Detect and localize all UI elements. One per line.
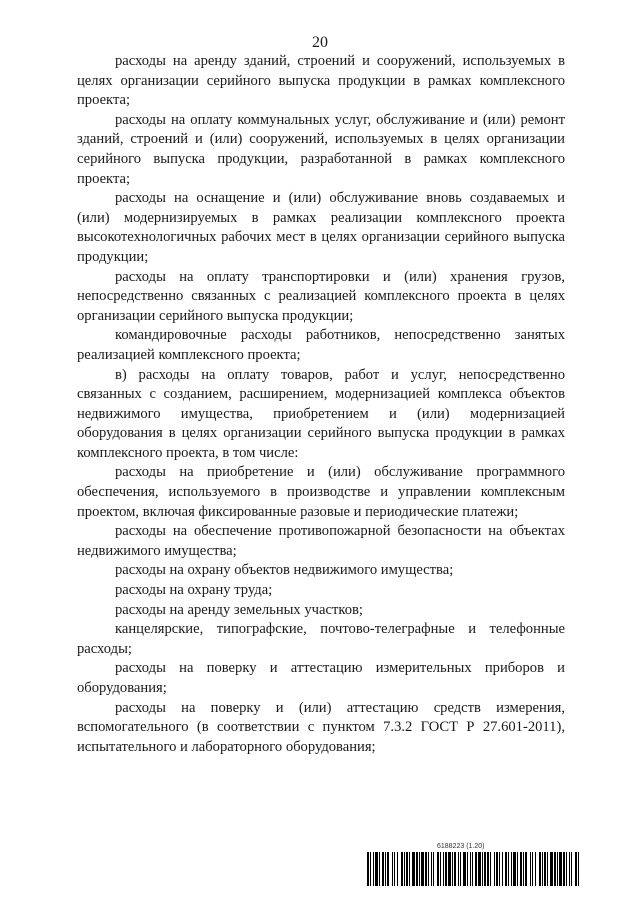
- paragraph: расходы на обеспечение противопожарной безопасности на объектах недвижимого имущества;: [77, 523, 565, 559]
- barcode-caption: 6188223 (1.20): [437, 843, 485, 850]
- paragraph: расходы на оснащение и (или) обслуживание вновь создаваемых и (или) модернизируемых в рамках реализации комплексного проекта высокотехнологичных рабочих мест в целях организации серийного выпуска продукции;: [77, 190, 565, 265]
- paragraph: в) расходы на оплату товаров, работ и услуг, непосредственно связанных с созданием, расширением, модернизацией комплекса объектов недвижимого имущества, приобретением и (или) модернизацией оборудования в целях организации серийного выпуска продукции в рамках комплексного проекта, в том числе:: [77, 366, 565, 461]
- document-body: [77, 52, 565, 757]
- paragraph: расходы на оплату коммунальных услуг, обслуживание и (или) ремонт зданий, строений и (или) сооружений, используемых в целях организации серийного выпуска продукции, разработанной в рамках комплексного проекта;: [77, 111, 565, 187]
- paragraph: расходы на оплату транспортировки и (или) хранения грузов, непосредственно связанных с реализацией комплексного проекта в целях организации серийного выпуска продукции;: [77, 268, 565, 324]
- paragraph: расходы на приобретение и (или) обслуживание программного обеспечения, используемого в производстве и управлении комплексным проектом, включая фиксированные разовые и периодические платежи;: [77, 464, 565, 520]
- paragraph: расходы на аренду зданий, строений и сооружений, используемых в целях организации серийного выпуска продукции в рамках комплексного проекта;: [77, 53, 565, 109]
- paragraph: командировочные расходы работников, непосредственно занятых реализацией комплексного проекта;: [77, 327, 565, 363]
- paragraph: расходы на поверку и аттестацию измерительных приборов и оборудования;: [77, 660, 565, 696]
- paragraph: канцелярские, типографские, почтово-телеграфные и телефонные расходы;: [77, 621, 565, 657]
- paragraph: расходы на охрану объектов недвижимого имущества;: [115, 562, 454, 579]
- document-barcode: [367, 843, 579, 887]
- paragraph: расходы на аренду земельных участков;: [115, 601, 363, 618]
- paragraph: расходы на поверку и (или) аттестацию средств измерения, вспомогательного (в соответствии с пунктом 7.3.2 ГОСТ Р 27.601-2011), испытательного и лабораторного оборудования;: [77, 699, 565, 755]
- page-number: 20: [312, 34, 328, 51]
- barcode-icon: [367, 852, 579, 886]
- paragraph: расходы на охрану труда;: [115, 582, 273, 599]
